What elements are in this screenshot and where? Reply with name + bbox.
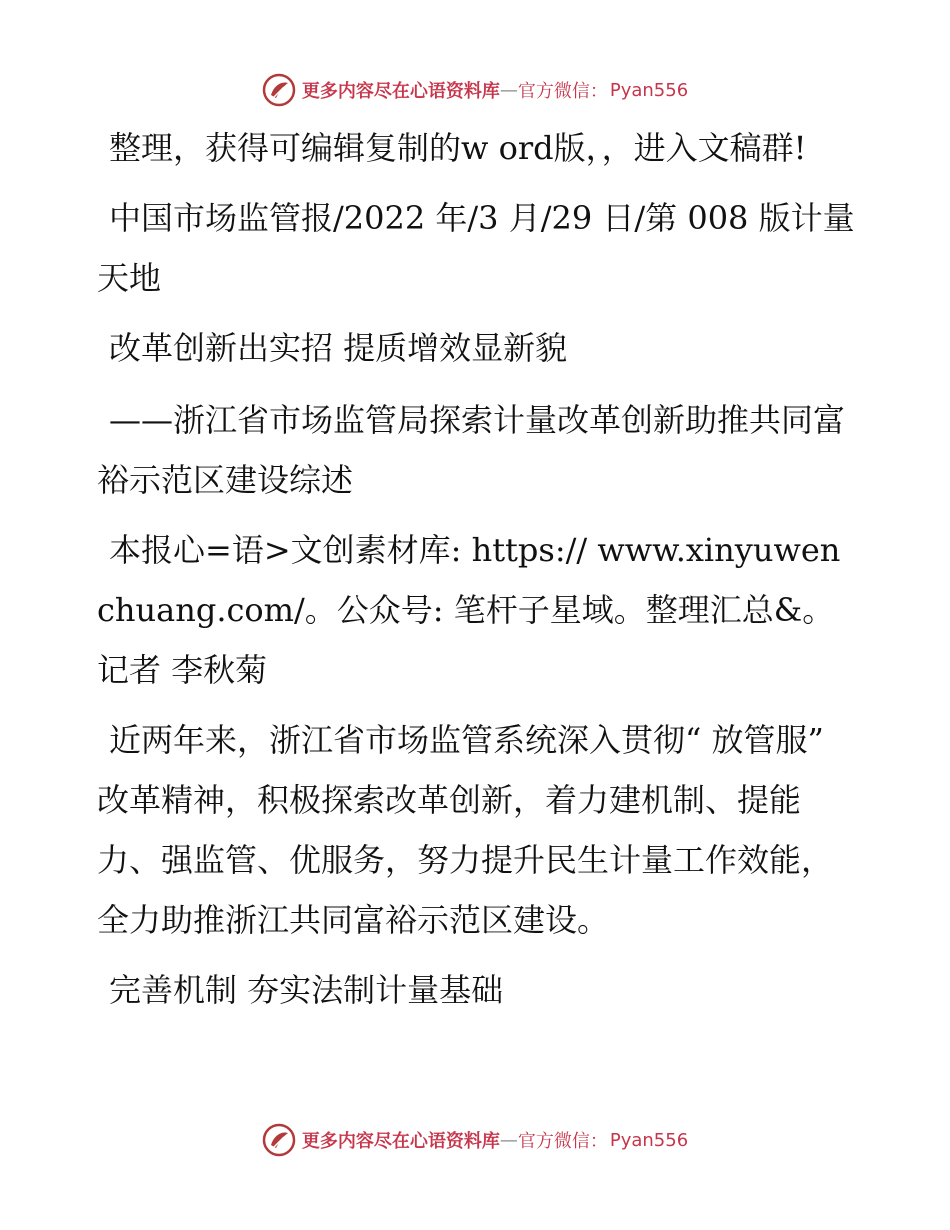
banner-contact-label: 官方微信： (517, 81, 608, 102)
document-body (97, 118, 857, 1032)
logo-icon (262, 1123, 296, 1157)
banner-separator: — (499, 1129, 518, 1151)
article-title: 改革创新出实招 提质增效显新貌 (109, 329, 568, 367)
banner-title: 更多内容尽在心语资料库 (301, 81, 500, 102)
banner-separator: — (499, 79, 518, 101)
banner-title: 更多内容尽在心语资料库 (301, 1131, 500, 1152)
banner-contact-label: 官方微信： (517, 1131, 608, 1152)
banner-contact-id: Pyan556 (609, 1129, 689, 1151)
footer-watermark-banner (0, 1120, 950, 1160)
body-paragraph: 近两年来，浙江省市场监管系统深入贯彻“ 放管服” 改革精神，积极探索改革创新，着力建机制、提能力、强监管、优服务，努力提升民生计量工作效能，全力助推浙江共同富裕示范区建设。 (97, 721, 834, 939)
banner-contact-id: Pyan556 (609, 79, 689, 101)
article-subtitle: ——浙江省市场监管局探索计量改革创新助推共同富裕示范区建设综述 (97, 401, 846, 499)
section-heading: 完善机制 夯实法制计量基础 (109, 971, 504, 1009)
intro-paragraph: 整理，获得可编辑复制的w ord版，，进入文稿群! (109, 129, 807, 167)
byline-paragraph: 本报心=语>文创素材库: https:// www.xinyuwenchuang.com/。公众号: 笔杆子星域。整理汇总&。记者 李秋菊 (97, 531, 841, 689)
header-watermark-banner (0, 70, 950, 110)
logo-icon (262, 73, 296, 107)
source-line: 中国市场监管报/2022 年/3 月/29 日/第 008 版计量天地 (97, 199, 855, 297)
